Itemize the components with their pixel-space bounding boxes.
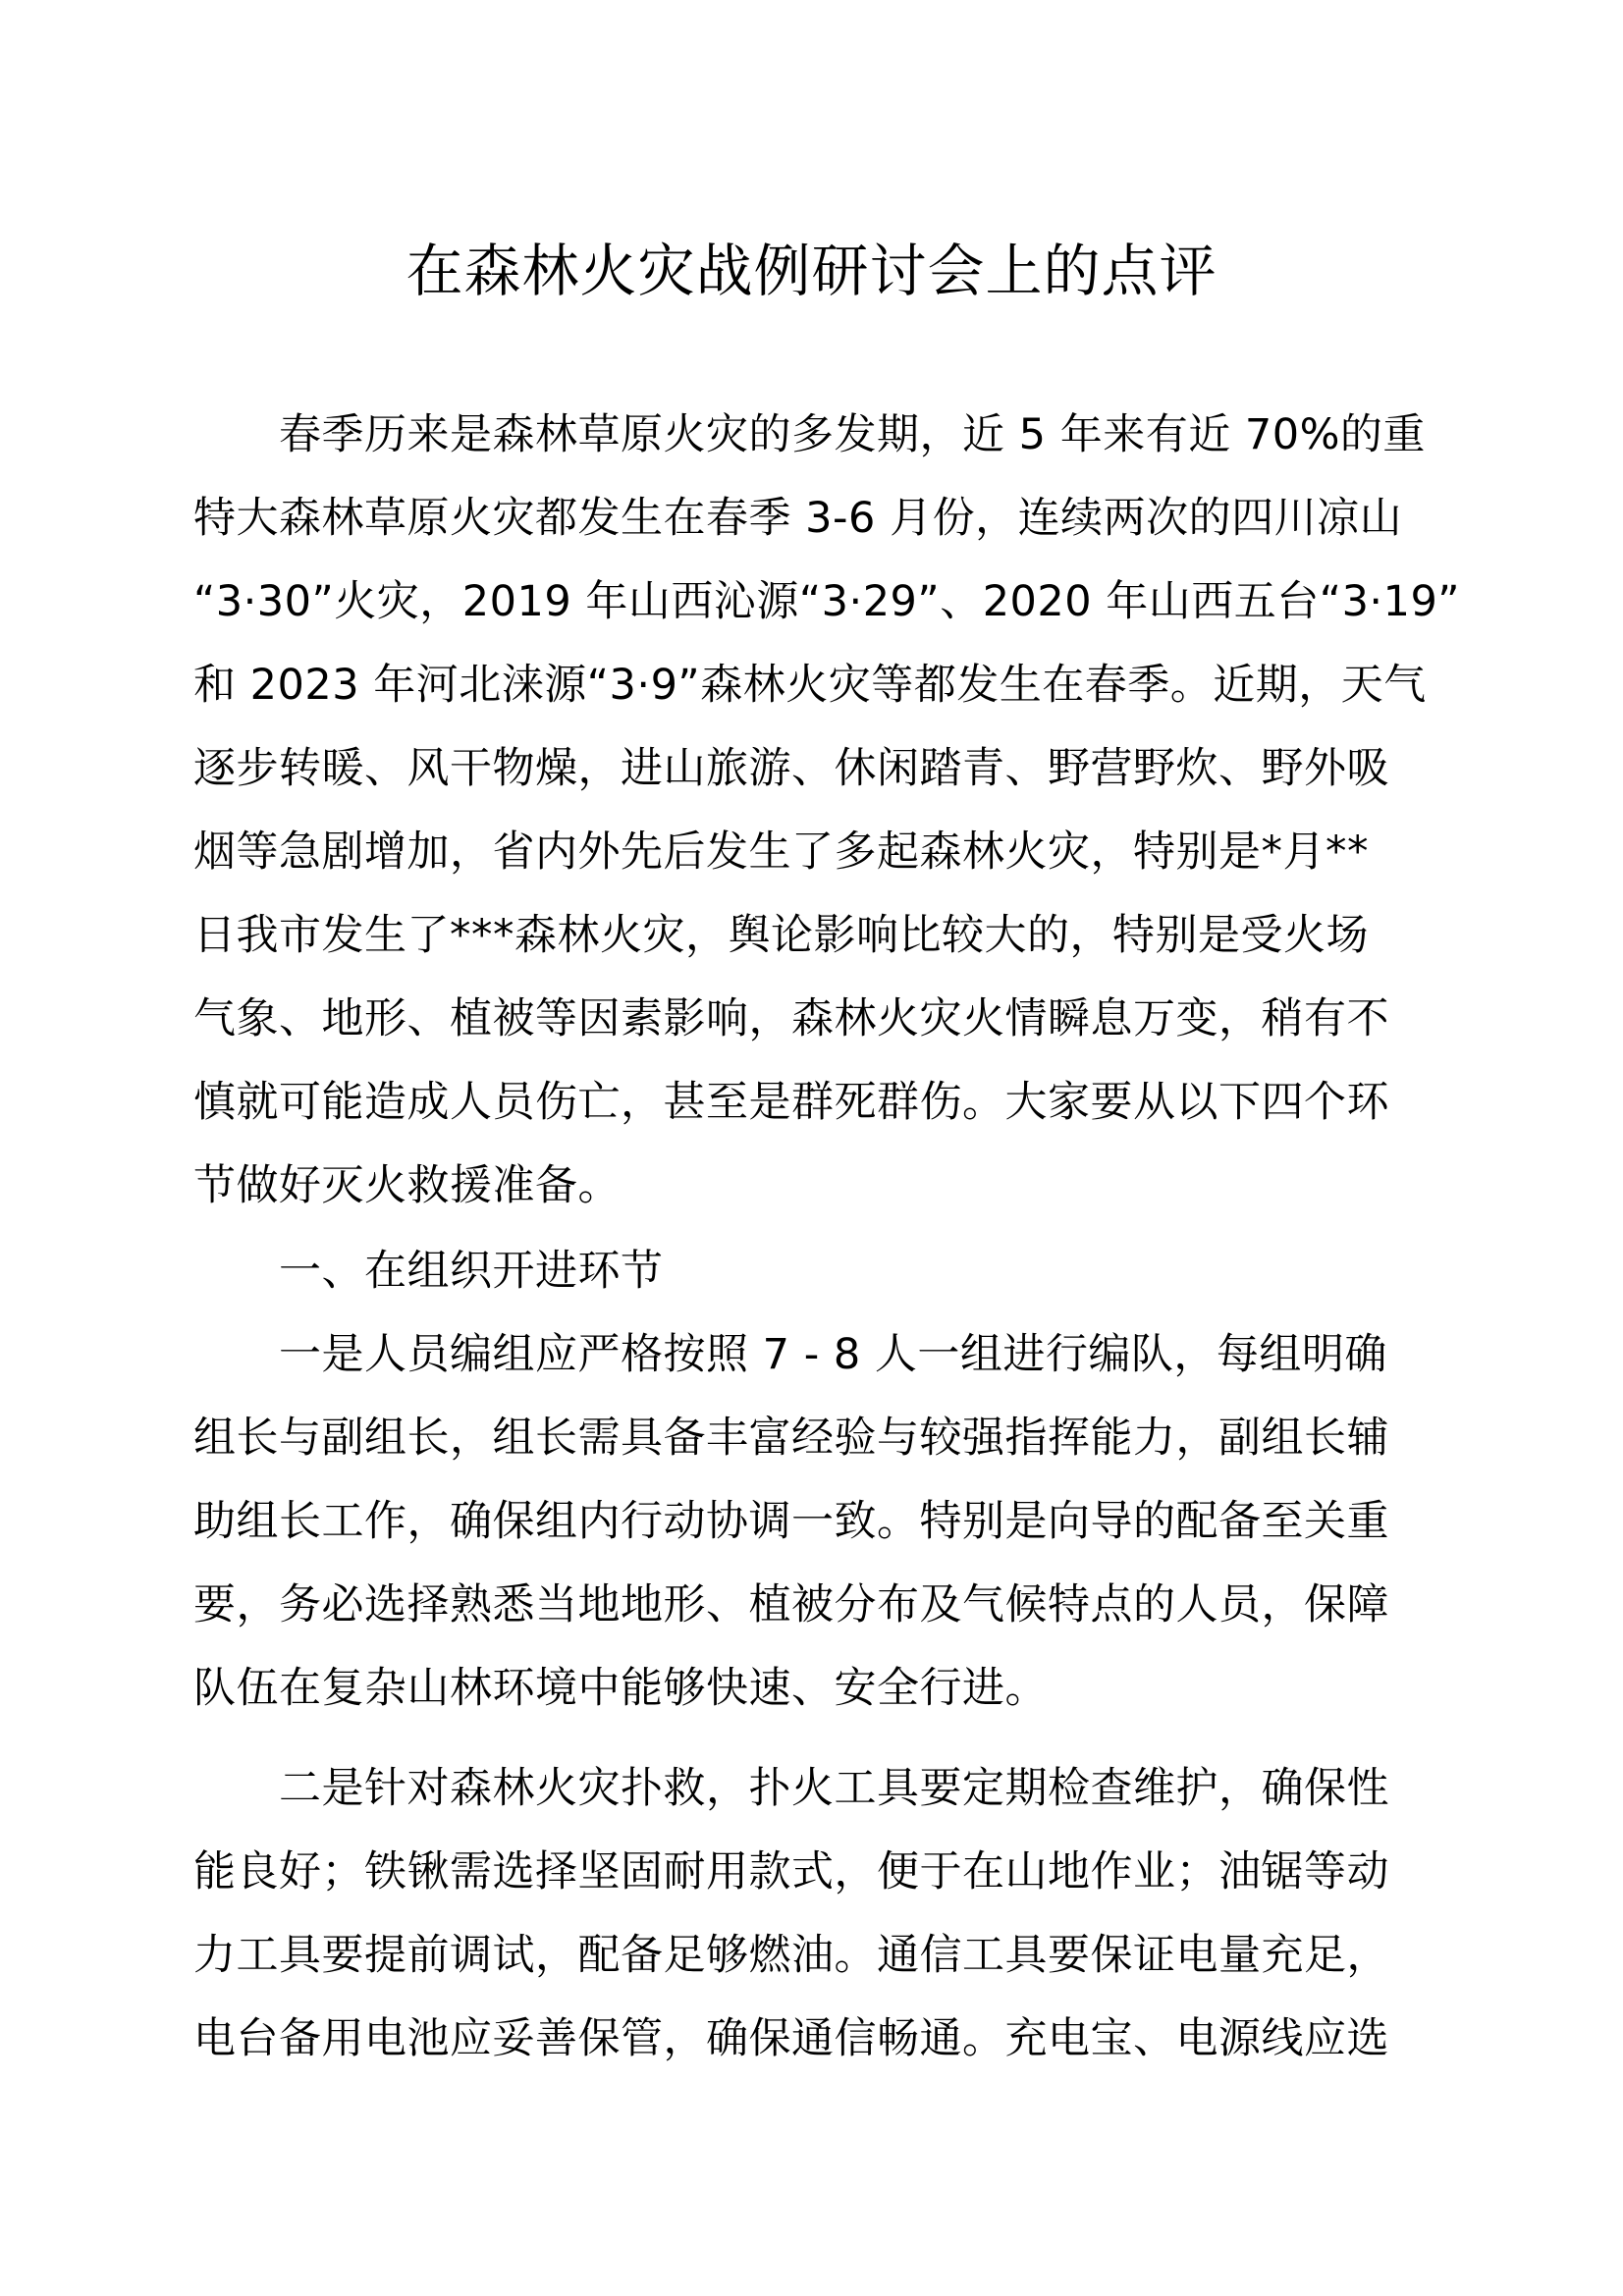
paragraph-line: 慎就可能造成人员伤亡，甚至是群死群伤。大家要从以下四个环 xyxy=(193,1078,1389,1127)
section-heading: 一、在组织开进环节 xyxy=(279,1247,664,1296)
paragraph-line: 特大森林草原火灾都发生在春季 3-6 月份，连续两次的四川凉山 xyxy=(193,494,1403,543)
paragraph-line: 电台备用电池应妥善保管，确保通信畅通。充电宝、电源线应选 xyxy=(193,2014,1389,2063)
paragraph-line: 逐步转暖、风干物燥，进山旅游、休闲踏青、野营野炊、野外吸 xyxy=(193,744,1389,793)
paragraph-line: 要，务必选择熟悉当地地形、植被分布及气候特点的人员，保障 xyxy=(193,1580,1389,1629)
paragraph-line: 组长与副组长，组长需具备丰富经验与较强指挥能力，副组长辅 xyxy=(193,1414,1389,1463)
paragraph-line: 气象、地形、植被等因素影响，森林火灾火情瞬息万变，稍有不 xyxy=(193,994,1389,1043)
paragraph-line: 节做好灭火救援准备。 xyxy=(193,1161,621,1210)
paragraph-line: 助组长工作，确保组内行动协调一致。特别是向导的配备至关重 xyxy=(193,1497,1389,1546)
document-title: 在森林火灾战例研讨会上的点评 xyxy=(406,238,1217,304)
paragraph-line: 队伍在复杂山林环境中能够快速、安全行进。 xyxy=(193,1664,1048,1713)
paragraph-line: 和 2023 年河北涞源“3·9”森林火灾等都发生在春季。近期，天气 xyxy=(193,661,1427,710)
paragraph-line: 能良好；铁锹需选择坚固耐用款式，便于在山地作业；油锯等动 xyxy=(193,1847,1389,1896)
paragraph-line: 二是针对森林火灾扑救，扑火工具要定期检查维护，确保性 xyxy=(279,1764,1389,1813)
paragraph-line: 一是人员编组应严格按照 7 - 8 人一组进行编队，每组明确 xyxy=(279,1330,1387,1379)
paragraph-line: “3·30”火灾，2019 年山西沁源“3·29”、2020 年山西五台“3·19” xyxy=(193,577,1461,626)
paragraph-line: 烟等急剧增加，省内外先后发生了多起森林火灾，特别是*月** xyxy=(193,828,1369,877)
paragraph-line: 日我市发生了***森林火灾，舆论影响比较大的，特别是受火场 xyxy=(193,911,1369,960)
paragraph-line: 力工具要提前调试，配备足够燃油。通信工具要保证电量充足， xyxy=(193,1931,1389,1980)
paragraph-line: 春季历来是森林草原火灾的多发期，近 5 年来有近 70%的重 xyxy=(279,410,1426,459)
